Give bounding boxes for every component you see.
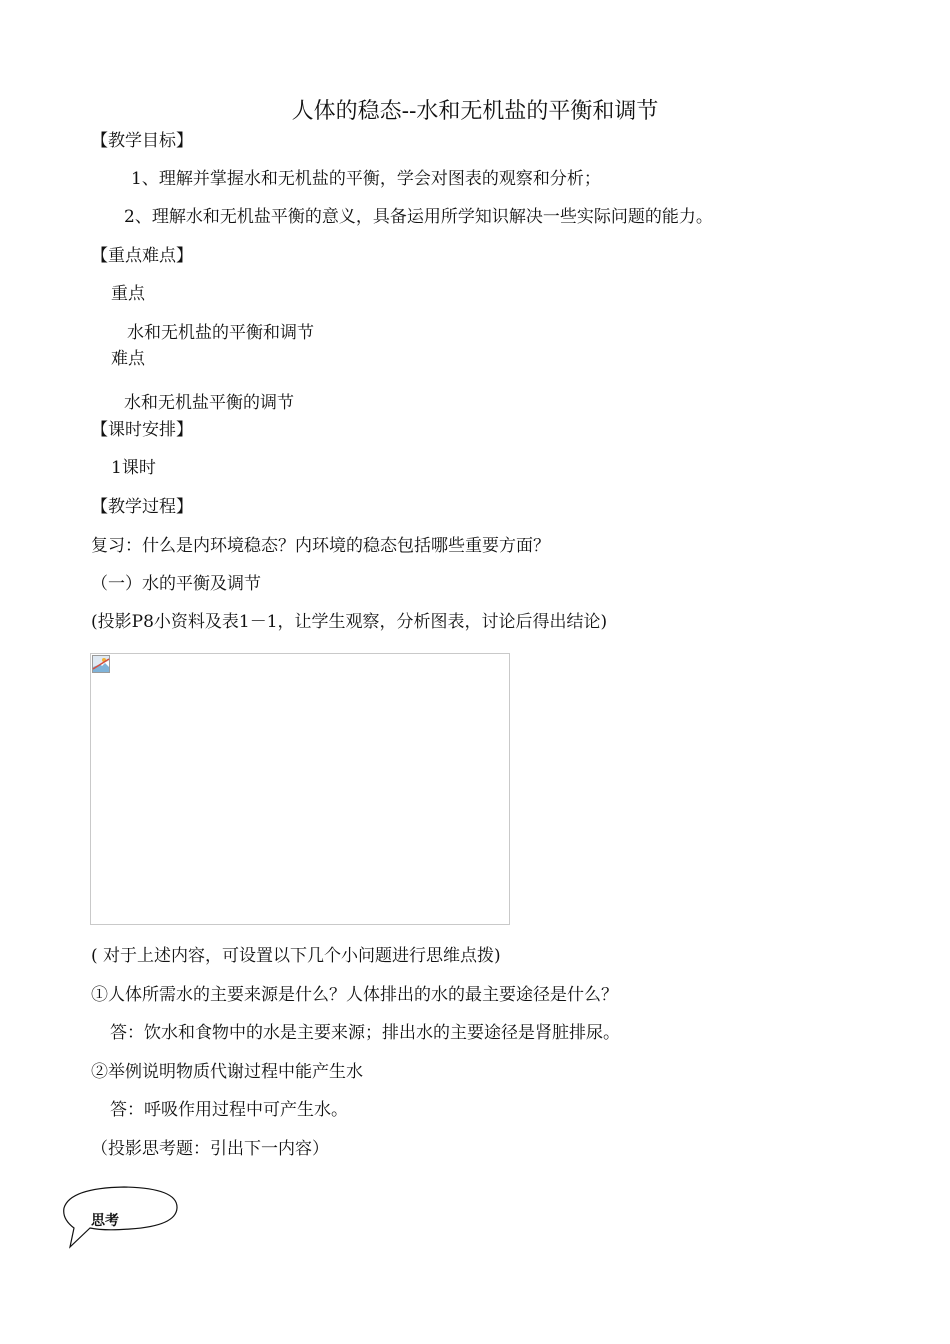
answer-1: 答：饮水和食物中的水是主要来源；排出水的主要途径是肾脏排尿。 <box>110 1023 620 1043</box>
review-question: 复习：什么是内环境稳态？内环境的稳态包括哪些重要方面？ <box>91 536 550 556</box>
questions-intro: ( 对于上述内容，可设置以下几个小问题进行思维点拨) <box>91 946 501 966</box>
schedule-heading: 【课时安排】 <box>91 420 193 440</box>
figure-placeholder <box>90 653 510 925</box>
projection-2: （投影思考题：引出下一内容） <box>91 1139 329 1159</box>
projection-note: (投影P8小资料及表1－1，让学生观察，分析图表，讨论后得出结论) <box>91 612 608 632</box>
key-points-heading: 【重点难点】 <box>91 246 193 266</box>
process-heading: 【教学过程】 <box>91 497 193 517</box>
broken-image-icon <box>92 655 110 673</box>
subsection-water-balance: （一）水的平衡及调节 <box>91 574 261 594</box>
difficult-label: 难点 <box>111 349 145 369</box>
schedule-text: 1课时 <box>111 458 156 478</box>
thought-bubble <box>60 1184 190 1254</box>
page-title: 人体的稳态--水和无机盐的平衡和调节 <box>291 99 659 124</box>
objectives-heading: 【教学目标】 <box>91 131 193 151</box>
question-2: ②举例说明物质代谢过程中能产生水 <box>91 1062 363 1082</box>
difficult-text: 水和无机盐平衡的调节 <box>124 393 294 413</box>
objective-item-2: 2、理解水和无机盐平衡的意义，具备运用所学知识解决一些实际问题的能力。 <box>124 207 713 227</box>
key-text: 水和无机盐的平衡和调节 <box>127 323 314 343</box>
question-1: ①人体所需水的主要来源是什么？人体排出的水的最主要途径是什么？ <box>91 985 618 1005</box>
answer-2: 答：呼吸作用过程中可产生水。 <box>110 1100 348 1120</box>
key-label: 重点 <box>111 284 145 304</box>
bubble-label: 思考 <box>91 1213 119 1229</box>
objective-item-1: 1、理解并掌握水和无机盐的平衡，学会对图表的观察和分析； <box>131 169 601 189</box>
